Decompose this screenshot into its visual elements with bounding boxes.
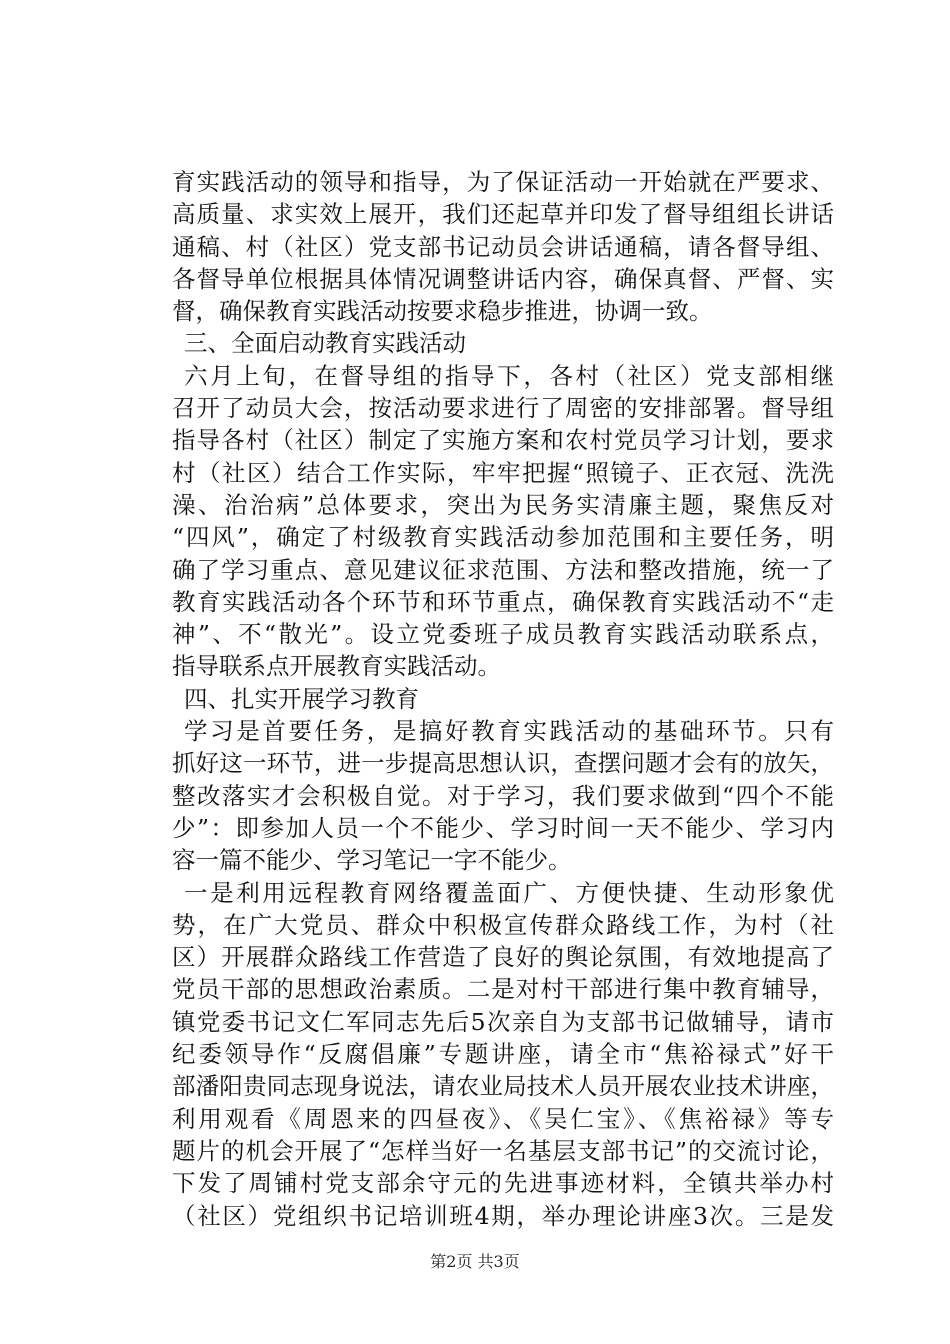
- text-line: 教育实践活动各个环节和环节重点，确保教育实践活动不“走: [172, 587, 834, 616]
- text-line: 容一篇不能少、学习笔记一字不能少。: [172, 846, 572, 875]
- text-line: 确了学习重点、意见建议征求范围、方法和整改措施，统一了: [172, 555, 834, 584]
- text-line: 六月上旬，在督导组的指导下，各村（社区）党支部相继: [184, 361, 834, 390]
- text-line: 势，在广大党员、群众中积极宣传群众路线工作，为村（社: [172, 910, 834, 939]
- document-body: [172, 166, 834, 1232]
- text-line: 育实践活动的领导和指导，为了保证活动一开始就在严要求、: [172, 168, 834, 196]
- text-line: 抓好这一环节，进一步提高思想认识，查摆问题才会有的放矢，: [172, 749, 834, 778]
- text-line: 区）开展群众路线工作营造了良好的舆论氛围，有效地提高了: [172, 943, 834, 972]
- text-line: 镇党委书记文仁军同志先后5次亲自为支部书记做辅导，请市: [172, 1007, 834, 1036]
- text-line: 村（社区）结合工作实际，牢牢把握“照镜子、正衣冠、洗洗: [172, 458, 834, 487]
- text-line: 下发了周铺村党支部余守元的先进事迹材料，全镇共举办村: [172, 1169, 834, 1198]
- text-line: 澡、治治病”总体要求，突出为民务实清廉主题，聚焦反对: [172, 490, 834, 519]
- text-line: 学习是首要任务，是搞好教育实践活动的基础环节。只有: [184, 717, 834, 746]
- text-line: （社区）党组织书记培训班4期，举办理论讲座3次。三是发: [172, 1201, 834, 1230]
- text-line: 整改落实才会积极自觉。对于学习，我们要求做到“四个不能: [172, 781, 834, 810]
- text-line: 督，确保教育实践活动按要求稳步推进，协调一致。: [172, 297, 713, 326]
- text-line: 利用观看《周恩来的四昼夜》、《吴仁宝》、《焦裕禄》等专: [172, 1104, 834, 1133]
- text-line: 各督导单位根据具体情况调整讲话内容，确保真督、严督、实: [172, 264, 834, 293]
- text-line: 四、扎实开展学习教育: [184, 684, 419, 713]
- text-line: 高质量、求实效上展开，我们还起草并印发了督导组组长讲话: [172, 200, 834, 229]
- text-line: 党员干部的思想政治素质。二是对村干部进行集中教育辅导，: [172, 975, 834, 1004]
- text-line: 通稿、村（社区）党支部书记动员会讲话通稿，请各督导组、: [172, 232, 834, 261]
- text-line: 一是利用远程教育网络覆盖面广、方便快捷、生动形象优: [184, 878, 834, 907]
- page-footer: 第2页 共3页: [430, 1252, 520, 1271]
- text-line: 指导各村（社区）制定了实施方案和农村党员学习计划，要求: [172, 426, 834, 455]
- text-line: 三、全面启动教育实践活动: [184, 329, 466, 358]
- text-line: 神”、不“散光”。设立党委班子成员教育实践活动联系点，: [172, 620, 834, 649]
- text-line: 部潘阳贵同志现身说法，请农业局技术人员开展农业技术讲座，: [172, 1072, 834, 1101]
- text-line: 指导联系点开展教育实践活动。: [172, 652, 501, 681]
- text-line: “四风”，确定了村级教育实践活动参加范围和主要任务，明: [172, 523, 834, 552]
- text-line: 纪委领导作“反腐倡廉”专题讲座，请全市“焦裕禄式”好干: [172, 1040, 834, 1069]
- text-line: 题片的机会开展了“怎样当好一名基层支部书记”的交流讨论，: [172, 1136, 834, 1165]
- text-line: 召开了动员大会，按活动要求进行了周密的安排部署。督导组: [172, 394, 834, 423]
- text-line: 少”：即参加人员一个不能少、学习时间一天不能少、学习内: [172, 813, 834, 842]
